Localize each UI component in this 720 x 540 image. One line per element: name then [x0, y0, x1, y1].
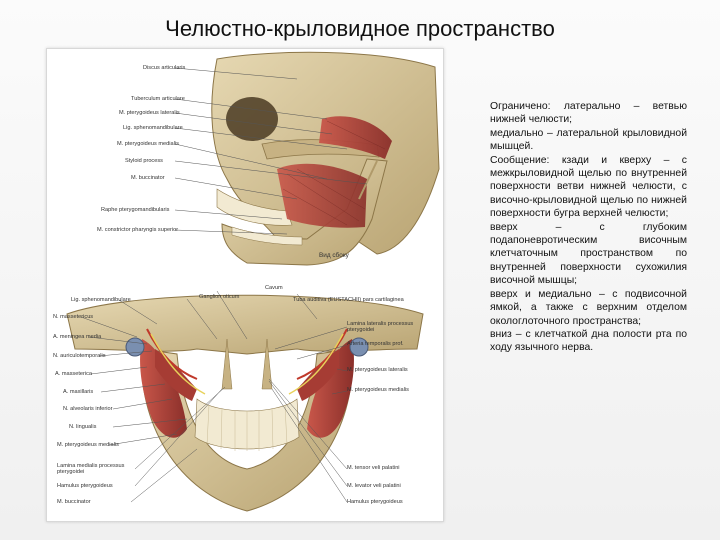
description-text: [490, 100, 687, 355]
label-m-pterygoideus-medialis-r: M. pterygoideus medialis: [347, 387, 409, 393]
label-lamina-lateralis: Lamina lateralis processus pterygoidei: [347, 321, 414, 333]
label-lamina-medialis: Lamina medialis processus pterygoidei: [57, 463, 125, 475]
label-m-pterygoideus-lateralis-b: M. pterygoideus lateralis: [347, 367, 408, 373]
label-m-constrictor-pharyngis-superior: M. constrictor pharyngis superior: [97, 227, 179, 233]
label-a-masseterica: A. masseterica: [55, 371, 92, 377]
label-m-buccinator-bottom: M. buccinator: [57, 499, 91, 505]
description-paragraph-6: вниз – с клетчаткой дна полости рта по ходу язычного нерва.: [490, 328, 687, 354]
label-discus-articularis: Discus articularis: [143, 65, 186, 71]
label-m-tensor-veli-palatini: M. tensor veli palatini: [347, 465, 400, 471]
label-n-massetericus: N. massetericus: [53, 314, 94, 320]
label-tuberculum-articulare: Tuberculum articulare: [131, 96, 185, 102]
label-m-pterygoideus-medialis-b: M. pterygoideus medialis: [57, 442, 119, 448]
label-ganglion-oticum: Ganglion oticum: [199, 294, 240, 300]
label-n-alveolaris-inferior: N. alveolaris inferior: [63, 406, 113, 412]
label-hamulus-pterygoideus-left: Hamulus pterygoideus: [57, 483, 113, 489]
label-m-buccinator-top: M. buccinator: [131, 175, 165, 181]
label-m-pterygoideus-medialis: M. pterygoideus medialis: [117, 141, 179, 147]
skull-lateral-view: [212, 52, 439, 265]
anatomy-figure: [46, 48, 444, 522]
description-paragraph-2: медиально – латеральной крыловидной мышцей.: [490, 127, 687, 153]
label-n-auriculotemporalis: N. auriculotemporalis: [53, 353, 106, 359]
label-hamulus-pterygoideus-right: Hamulus pterygoideus: [347, 499, 403, 505]
description-paragraph-3: Сообщение: кзади и кверху – с межкрыловидной щелью по внутренней поверхности ветви нижней челюсти, с височно-крыловидной щелью по нижней поверхности бугра верхней челюсти;: [490, 154, 687, 220]
label-a-meningea-media: A. meningea media: [53, 334, 102, 340]
label-arteria-temporalis: Arteria temporalis prof.: [347, 341, 404, 347]
label-cavum: Cavum: [265, 285, 283, 291]
label-m-pterygoideus-lateralis: M. pterygoideus lateralis: [119, 110, 180, 116]
label-m-levator-veli-palatini: M. levator veli palatini: [347, 483, 401, 489]
label-n-lingualis: N. lingualis: [69, 424, 97, 430]
label-lig-sphenomandibulare-b: Lig. sphenomandibulare: [71, 297, 131, 303]
description-paragraph-4: вверх – с глубоким подапоневротическим височным клетчаточным пространством по внутренней поверхности сухожилия височной мышцы;: [490, 221, 687, 287]
label-a-maxillaris: A. maxillaris: [63, 389, 94, 395]
anatomy-illustration: [47, 49, 443, 521]
label-raphe-pterygomandibularis: Raphe pterygomandibularis: [101, 207, 170, 213]
view-caption: Вид сбоку: [319, 252, 349, 259]
description-paragraph-1: Ограничено: латерально – ветвью нижней челюсти;: [490, 101, 687, 126]
label-tuba-auditiva: Tuba auditiva (EUSTACHII) pars cartilaginea: [293, 297, 404, 303]
slide-title: Челюстно-крыловидное пространство: [165, 16, 555, 41]
label-styloid-process: Styloid process: [125, 158, 163, 164]
description-paragraph-5: вверх и медиально – с подвисочной ямкой, а также с верхним отделом окологлоточного пространства;: [490, 288, 687, 327]
label-lig-sphenomandibulare: Lig. sphenomandibulare: [123, 125, 183, 131]
